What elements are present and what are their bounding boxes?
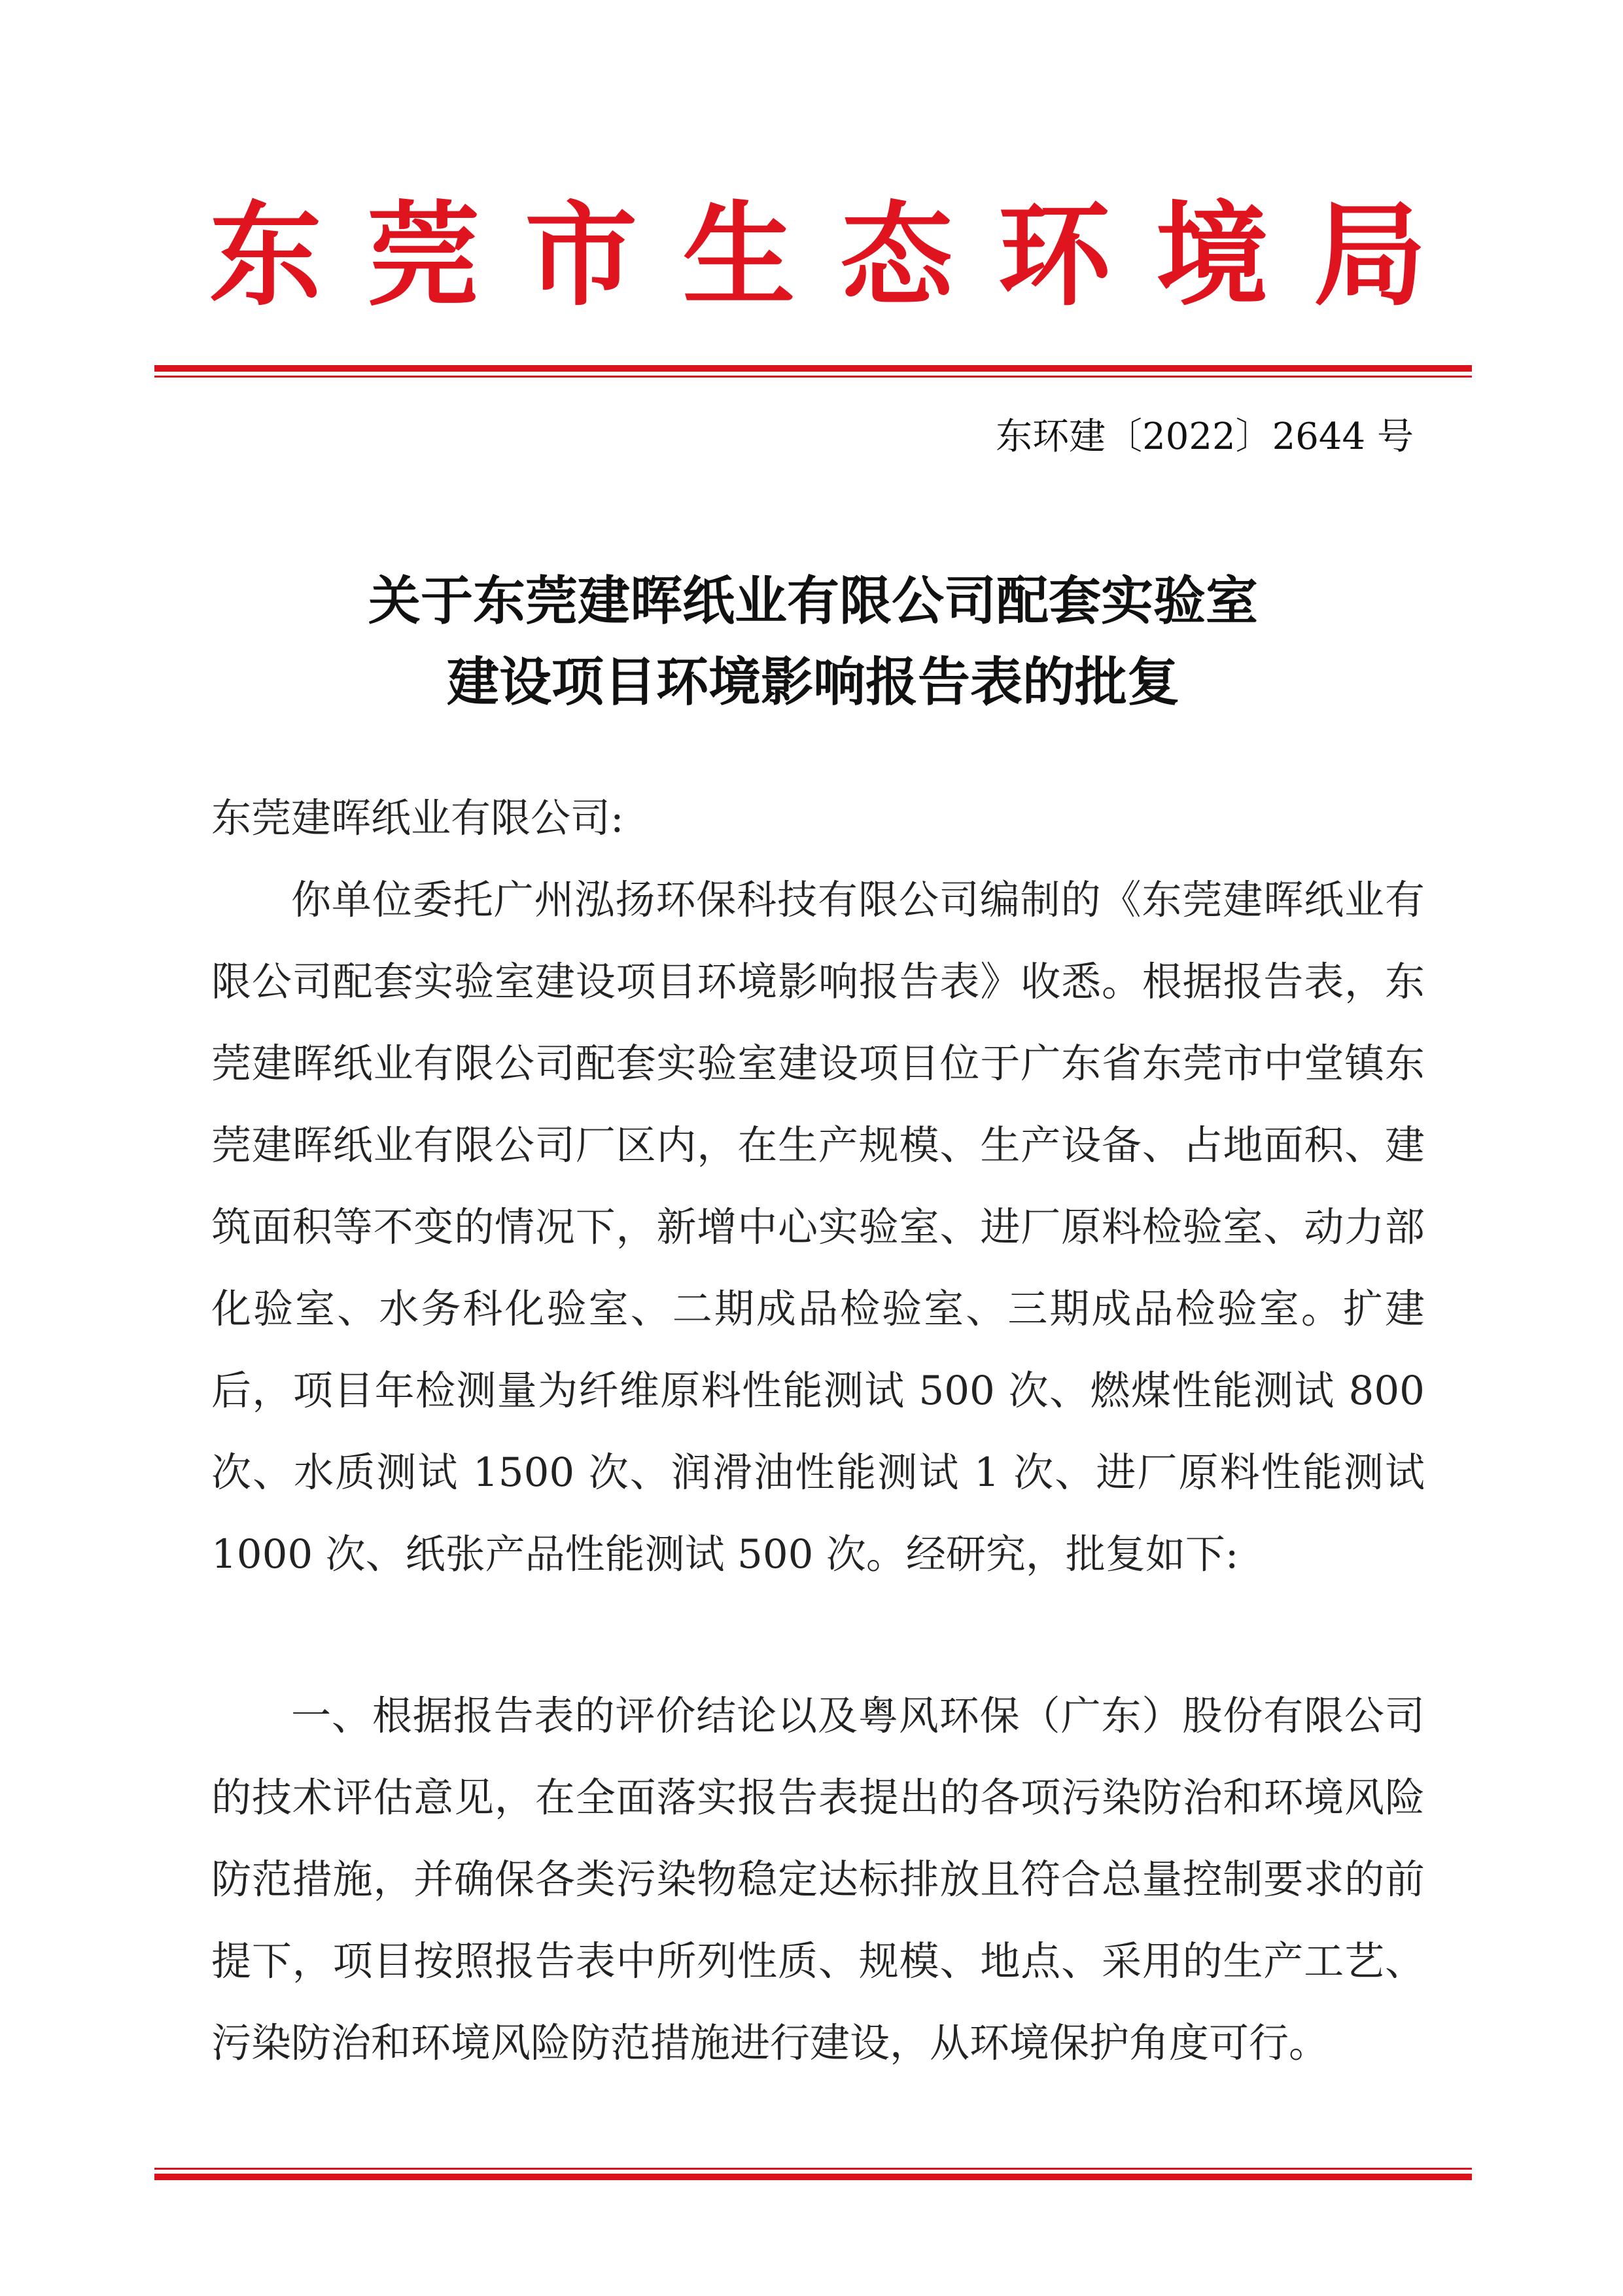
masthead-char: 局 — [1313, 188, 1426, 321]
document-title-line-2: 建设项目环境影响报告表的批复 — [447, 651, 1179, 713]
body-paragraph-2: 一、根据报告表的评价结论以及粤风环保（广东）股份有限公司的技术评估意见，在全面落实报告表提出的各项污染防治和环境风险防范措施，并确保各类污染物稳定达标排放且符合总量控制要求的前提下，项目按照报告表中所列性质、规模、地点、采用的生产工艺、污染防治和环境风险防范措施进行建设，从环境保护角度可行。 — [211, 1693, 1425, 2066]
footer-red-rule-thick — [154, 2174, 1472, 2180]
masthead-char: 东 — [209, 188, 322, 321]
masthead-char: 生 — [682, 188, 795, 321]
header-red-rule-thin — [154, 376, 1472, 378]
footer-red-rule-thin — [154, 2168, 1472, 2170]
masthead-char: 环 — [998, 188, 1111, 321]
document-number: 东环建〔2022〕2644 号 — [996, 415, 1414, 458]
body-paragraph-1: 你单位委托广州泓扬环保科技有限公司编制的《东莞建晖纸业有限公司配套实验室建设项目环境影响报告表》收悉。根据报告表，东莞建晖纸业有限公司配套实验室建设项目位于广东省东莞市中堂镇东莞建晖纸业有限公司厂区内，在生产规模、生产设备、占地面积、建筑面积等不变的情况下，新增中心实验室、进厂原料检验室、动力部化验室、水务科化验室、二期成品检验室、三期成品检验室。扩建后，项目年检测量为纤维原料性能测试 500 次、燃煤性能测试 800 次、水质测试 1500 次、润滑油性能测试 1 次、进厂原料性能测试 1000 次、纸张产品性能测试 500 次。经研究，批复如下: — [211, 877, 1425, 1578]
masthead-char: 境 — [1155, 188, 1268, 321]
masthead-char: 市 — [525, 188, 638, 321]
document-title-line-1: 关于东莞建晖纸业有限公司配套实验室 — [368, 570, 1258, 631]
masthead-char: 态 — [840, 188, 953, 321]
masthead-char: 莞 — [367, 188, 480, 321]
masthead-issuer — [209, 190, 1426, 321]
salutation: 东莞建晖纸业有限公司: — [211, 795, 624, 841]
header-red-rule-thick — [154, 365, 1472, 372]
